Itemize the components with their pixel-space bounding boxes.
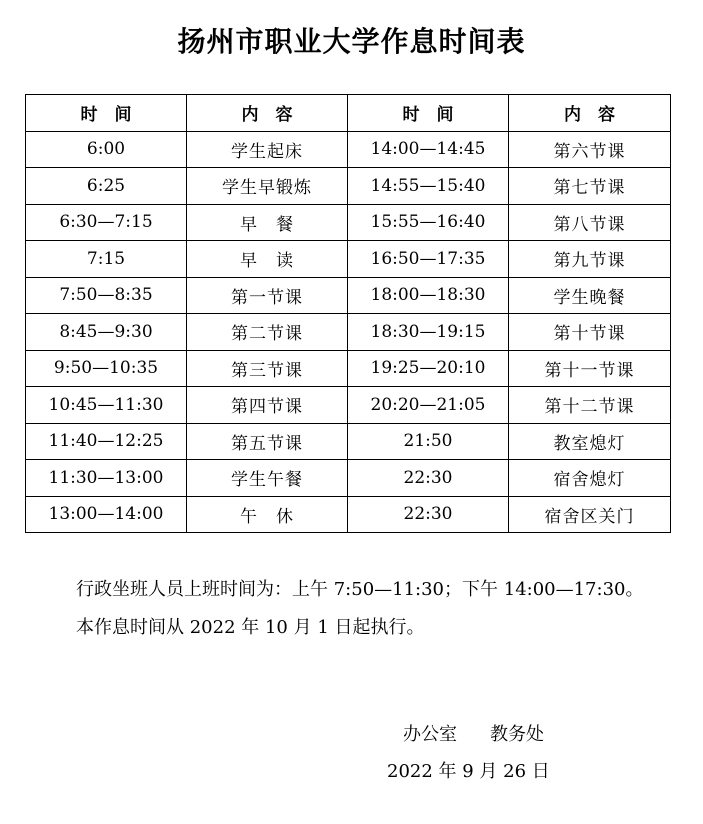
cell-content-afternoon: 第十二节课	[509, 387, 671, 424]
table-row	[26, 204, 671, 241]
cell-time-afternoon: 20:20—21:05	[348, 387, 509, 424]
cell-content-morning: 午 休	[187, 496, 348, 533]
table-row	[26, 387, 671, 424]
page-title: 扬州市职业大学作息时间表	[177, 25, 526, 58]
cell-content-morning: 学生早锻炼	[187, 168, 348, 205]
cell-content-morning: 学生起床	[187, 131, 348, 168]
cell-content-morning: 第三节课	[187, 350, 348, 387]
cell-time-morning: 6:30—7:15	[26, 204, 187, 241]
cell-content-morning: 学生午餐	[187, 460, 348, 497]
cell-time-morning: 7:50—8:35	[26, 277, 187, 314]
cell-content-afternoon: 宿舍区关门	[509, 496, 671, 533]
header-time-2: 时 间	[348, 95, 509, 132]
table-row	[26, 168, 671, 205]
cell-content-morning: 第二节课	[187, 314, 348, 351]
signature-academic-affairs: 教务处	[490, 724, 544, 745]
table-row	[26, 350, 671, 387]
cell-time-afternoon: 15:55—16:40	[348, 204, 509, 241]
cell-time-afternoon: 14:55—15:40	[348, 168, 509, 205]
cell-time-morning: 6:00	[26, 131, 187, 168]
cell-time-afternoon: 22:30	[348, 496, 509, 533]
cell-time-afternoon: 16:50—17:35	[348, 241, 509, 278]
cell-content-afternoon: 学生晚餐	[509, 277, 671, 314]
cell-time-afternoon: 18:00—18:30	[348, 277, 509, 314]
cell-time-morning: 8:45—9:30	[26, 314, 187, 351]
cell-time-morning: 9:50—10:35	[26, 350, 187, 387]
cell-content-afternoon: 第十节课	[509, 314, 671, 351]
signature-date: 2022 年 9 月 26 日	[387, 761, 550, 782]
cell-content-afternoon: 第十一节课	[509, 350, 671, 387]
header-time-1: 时 间	[26, 95, 187, 132]
cell-time-morning: 11:40—12:25	[26, 423, 187, 460]
note-effective-date: 本作息时间从 2022 年 10 月 1 日起执行。	[76, 617, 425, 638]
table-row	[26, 314, 671, 351]
table-row	[26, 131, 671, 168]
signature-office: 办公室	[403, 724, 457, 745]
cell-time-morning: 10:45—11:30	[26, 387, 187, 424]
cell-content-morning: 早 餐	[187, 204, 348, 241]
cell-time-afternoon: 21:50	[348, 423, 509, 460]
table-row	[26, 241, 671, 278]
note-office-hours: 行政坐班人员上班时间为：上午 7:50—11:30；下午 14:00—17:30。	[76, 579, 644, 600]
cell-time-afternoon: 19:25—20:10	[348, 350, 509, 387]
cell-time-afternoon: 18:30—19:15	[348, 314, 509, 351]
cell-content-morning: 早 读	[187, 241, 348, 278]
schedule-table	[25, 94, 671, 533]
table-row	[26, 496, 671, 533]
cell-content-morning: 第一节课	[187, 277, 348, 314]
table-row	[26, 277, 671, 314]
cell-content-morning: 第五节课	[187, 423, 348, 460]
header-content-2: 内 容	[509, 95, 671, 132]
cell-content-afternoon: 第六节课	[509, 131, 671, 168]
cell-time-afternoon: 22:30	[348, 460, 509, 497]
cell-content-afternoon: 第八节课	[509, 204, 671, 241]
cell-time-morning: 7:15	[26, 241, 187, 278]
cell-time-afternoon: 14:00—14:45	[348, 131, 509, 168]
cell-content-afternoon: 教室熄灯	[509, 423, 671, 460]
table-row	[26, 460, 671, 497]
table-row	[26, 423, 671, 460]
cell-time-morning: 13:00—14:00	[26, 496, 187, 533]
cell-content-afternoon: 第七节课	[509, 168, 671, 205]
cell-content-morning: 第四节课	[187, 387, 348, 424]
cell-time-morning: 6:25	[26, 168, 187, 205]
cell-content-afternoon: 第九节课	[509, 241, 671, 278]
cell-content-afternoon: 宿舍熄灯	[509, 460, 671, 497]
header-content-1: 内 容	[187, 95, 348, 132]
table-header-row	[26, 95, 671, 132]
cell-time-morning: 11:30—13:00	[26, 460, 187, 497]
